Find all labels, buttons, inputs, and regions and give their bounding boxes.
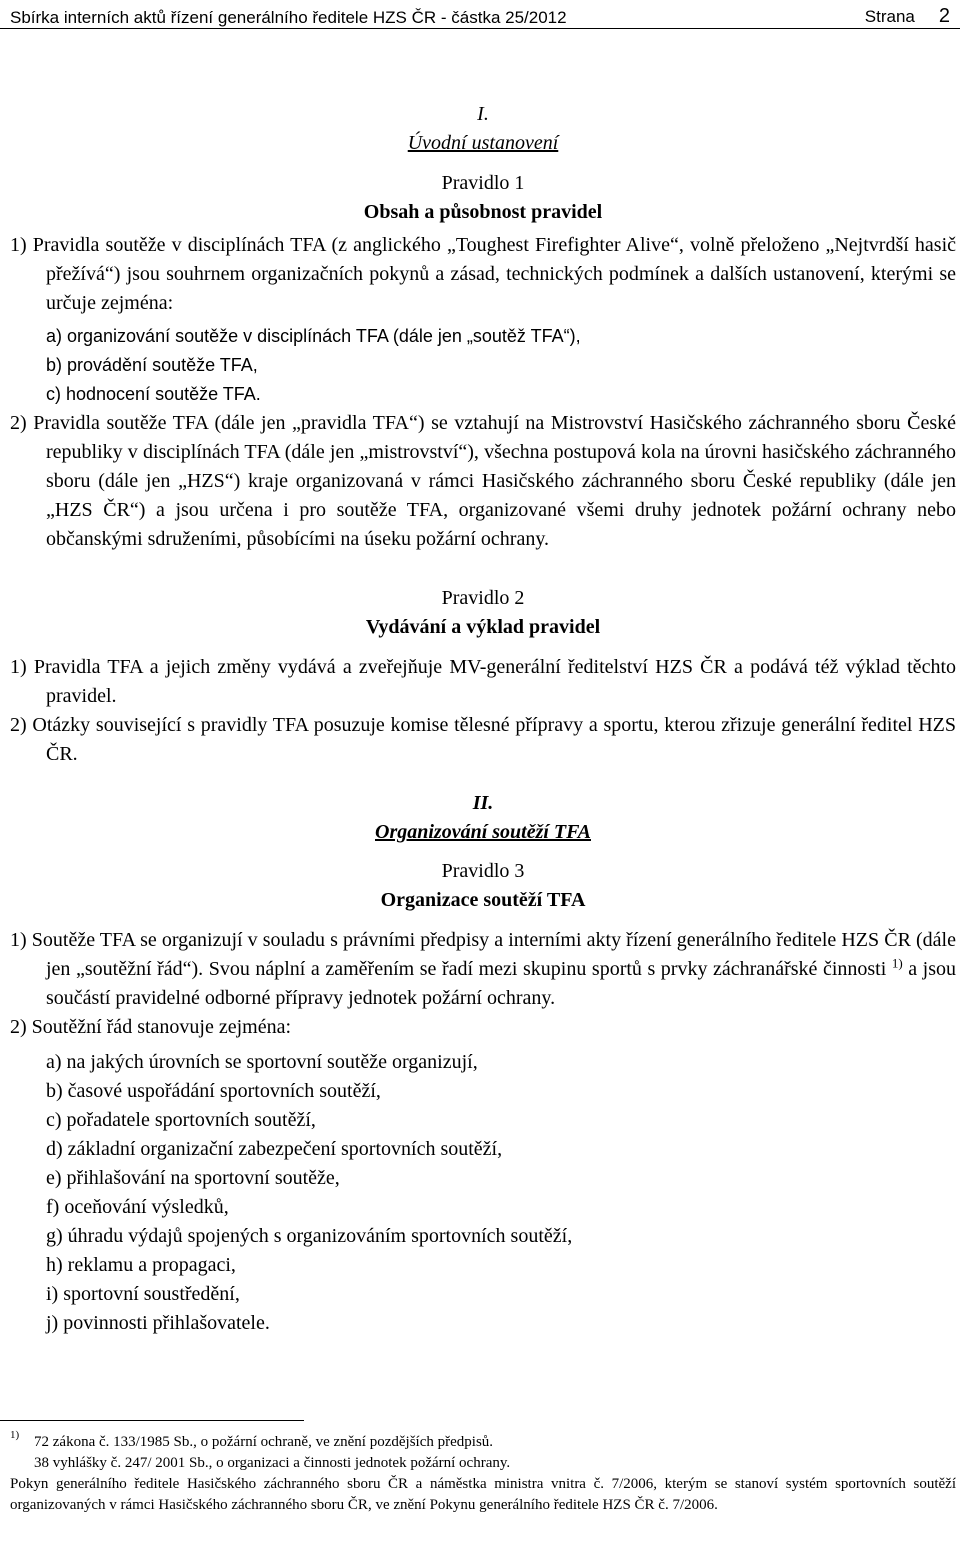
rule3-list bbox=[10, 1048, 956, 1338]
rule1-label: Pravidlo 1 bbox=[441, 172, 525, 194]
list-item: d) základní organizační zabezpečení sportovních soutěží, bbox=[46, 1138, 503, 1160]
collection-title: Sbírka interních aktů řízení generálního ředitele HZS ČR - částka 25/2012 bbox=[10, 8, 567, 27]
list-item: g) úhradu výdajů spojených s organizováním sportovních soutěží, bbox=[46, 1225, 573, 1247]
footnote-mark: 1) bbox=[10, 1429, 20, 1441]
rule2-label: Pravidlo 2 bbox=[441, 587, 525, 609]
list-item: c) hodnocení soutěže TFA. bbox=[46, 384, 261, 404]
page-indicator bbox=[865, 2, 950, 31]
footnotes bbox=[10, 1429, 956, 1516]
page-number: 2 bbox=[938, 5, 950, 27]
list-item: j) povinnosti přihlašovatele. bbox=[46, 1312, 270, 1334]
rule2-paragraph-2: 2) Otázky související s pravidly TFA posuzuje komise tělesné přípravy a sportu, kterou zřizuje generální ředitel HZS ČR. bbox=[10, 714, 956, 765]
list-item: b) časové uspořádání sportovních soutěží, bbox=[46, 1080, 381, 1102]
part2-title: Organizování soutěží TFA bbox=[375, 821, 591, 843]
footnote-reference[interactable]: 1) bbox=[891, 955, 903, 971]
rule3-paragraph-1 bbox=[10, 926, 956, 1013]
page-label: Strana bbox=[864, 7, 915, 26]
footnote-line-1: 72 zákona č. 133/1985 Sb., o požární ochraně, ve znění pozdějších předpisů. bbox=[34, 1434, 494, 1450]
rule3-paragraph-2: 2) Soutěžní řád stanovuje zejména: bbox=[10, 1016, 292, 1038]
rule3-paragraph-1-tail: a jsou součástí pravidelné odborné přípravy jednotek požární ochrany. bbox=[46, 958, 957, 1009]
footnote-2 bbox=[10, 1453, 956, 1474]
rule2-title: Vydávání a výklad pravidel bbox=[365, 616, 601, 638]
list-item: c) pořadatele sportovních soutěží, bbox=[46, 1109, 316, 1131]
part2-roman: II. bbox=[472, 792, 494, 814]
rule1-title: Obsah a působnost pravidel bbox=[363, 201, 603, 223]
footnote-separator bbox=[0, 1420, 304, 1421]
page-header bbox=[0, 0, 960, 29]
list-item: a) na jakých úrovních se sportovní soutěže organizují, bbox=[46, 1051, 478, 1073]
footnote-3: Pokyn generálního ředitele Hasičského záchranného sboru ČR a náměstka ministra vnitra č. 7/2006, kterým se stanoví systém sportovních soutěží organizovaných v rámci Hasičského záchranného sboru ČR, ve znění Pokynu generálního ředitele HZS ČR č. 7/2006. bbox=[10, 1476, 956, 1513]
document-body bbox=[10, 100, 956, 1338]
footnote-1 bbox=[10, 1429, 956, 1453]
rule1-paragraph-1: 1) Pravidla soutěže v disciplínách TFA (z anglického „Toughest Firefighter Alive“, volně přeloženo „Nejtvrdší hasič přežívá“) jsou souhrnem organizačních pokynů a zásad, technických podmínek a dalších ustanovení, kterými se určuje zejména: bbox=[10, 234, 956, 314]
list-item: h) reklamu a propagaci, bbox=[46, 1254, 236, 1276]
rule2-paragraph-1: 1) Pravidla TFA a jejich změny vydává a zveřejňuje MV-generální ředitelství HZS ČR a podává též výklad těchto pravidel. bbox=[10, 656, 956, 707]
rule1-list bbox=[10, 322, 956, 409]
list-item: e) přihlašování na sportovní soutěže, bbox=[46, 1167, 340, 1189]
list-item: f) oceňování výsledků, bbox=[46, 1196, 229, 1218]
list-item: b) provádění soutěže TFA, bbox=[46, 355, 258, 375]
list-item: a) organizování soutěže v disciplínách TFA (dále jen „soutěž TFA“), bbox=[46, 326, 581, 346]
list-item: i) sportovní soustředění, bbox=[46, 1283, 240, 1305]
part1-roman: I. bbox=[477, 103, 489, 125]
footnote-line-2: 38 vyhlášky č. 247/ 2001 Sb., o organizaci a činnosti jednotek požární ochrany. bbox=[34, 1455, 511, 1471]
part1-title: Úvodní ustanovení bbox=[407, 132, 559, 154]
rule3-label: Pravidlo 3 bbox=[441, 860, 525, 882]
rule3-title: Organizace soutěží TFA bbox=[380, 889, 586, 911]
rule1-paragraph-2: 2) Pravidla soutěže TFA (dále jen „pravidla TFA“) se vztahují na Mistrovství Hasičského záchranného sboru České republiky v disciplínách TFA (dále jen „mistrovství“), všechna postupová kola na úrovni hasičského záchranného sboru (dále jen „HZS“) kraje organizovaná v rámci Hasičského záchranného sboru České republiky (dále jen „HZS ČR“) a jsou určena i pro soutěže TFA, organizované všemi druhy jednotek požární ochrany nebo občanskými sdruženími, působícími na úseku požární ochrany. bbox=[10, 412, 956, 550]
rule3-paragraph-1-text: 1) Soutěže TFA se organizují v souladu s právními předpisy a interními akty řízení generálního ředitele HZS ČR (dále jen „soutěžní řád“). Svou náplní a zaměřením se řadí mezi skupinu sportů s prvky záchranářské činnosti bbox=[10, 929, 956, 980]
